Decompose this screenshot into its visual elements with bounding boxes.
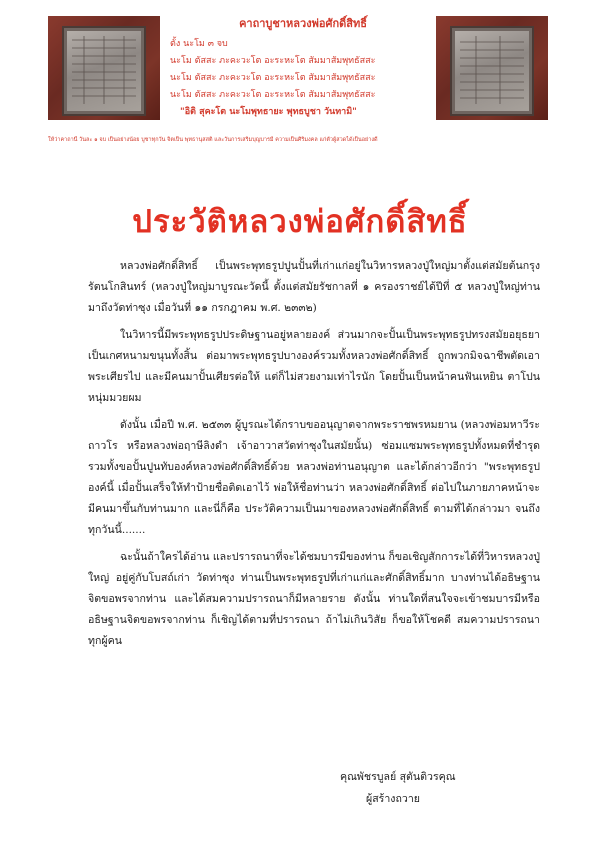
signature-role: ผู้สร้างถวาย	[366, 793, 421, 805]
katha-block	[170, 14, 432, 121]
paragraph-1: หลวงพ่อศักดิ์สิทธิ์ เป็นพระพุทธรูปปูนปั้นที่เก่าแก่อยู่ในวิหารหลวงปู่ใหญ่มาตั้งแต่สมัยต้นกรุงรัตนโกสินทร์ (หลวงปู่ใหญ่มาบูรณะวัดนี้ ตั้งแต่สมัยรัชกาลที่ ๑ ครองราชย์ได้ปีที่ ๕ หลวงปู่ใหญ่ท่านมาถึงวัดท่าซุง เมื่อวันที่ ๑๑ กรกฎาคม พ.ศ. ๒๓๓๒)	[88, 260, 540, 314]
signature-name: คุณพัชรบูลย์ สุตันติวรคุณ	[340, 771, 456, 783]
plaque-inscription-icon	[452, 28, 532, 114]
paragraph-2: ในวิหารนี้มีพระพุทธรูปประดิษฐานอยู่หลายองค์ ส่วนมากจะปั้นเป็นพระพุทธรูปทรงสมัยอยุธยา เป็นเกศหนามขนุนทั้งสิ้น ต่อมาพระพุทธรูปบางองค์รวมทั้งหลวงพ่อศักดิ์สิทธิ์ ถูกพวกมิจฉาชีพตัดเอาพระเศียรไป และมีคนมาปั้นเศียรต่อให้ แต่ก็ไม่สวยงามเท่าไรนัก โดยปั้นเป็นหน้าคนฟันเหยิน ตาโปน หนุ่มมวยผม	[88, 329, 540, 404]
history-body	[88, 256, 540, 658]
inscription-plaque-right	[450, 26, 534, 116]
paragraph-3: ดังนั้น เมื่อปี พ.ศ. ๒๕๓๓ ผู้บูรณะได้กราบขออนุญาตจากพระราชพรหมยาน (หลวงพ่อมหาวีระ ถาวโร หรือหลวงพ่อฤาษีลิงดำ เจ้าอาวาสวัดท่าซุงในสมัยนั้น) ซ่อมแซมพระพุทธรูปทั้งหมดที่ชำรุด รวมทั้งขอปั้นปูนทับองค์หลวงพ่อศักดิ์สิทธิ์ด้วย หลวงพ่อท่านอนุญาต และได้กล่าวอีกว่า "พระพุทธรูปองค์นี้ เมื่อปั้นเสร็จให้ทำป้ายชื่อติดเอาไว้ พ่อให้ชื่อท่านว่า หลวงพ่อศักดิ์สิทธิ์ ต่อไปในภายภาคหน้าจะมีคนมาขึ้นกับท่านมาก และนี่ก็คือ ประวัติความเป็นมาของหลวงพ่อศักดิ์สิทธิ์ ตามที่ได้กล่าวมา จนถึงทุกวันนี้.......	[88, 419, 540, 536]
katha-closing: "อิติ สุคะโต นะโมพุทธายะ พุทธบูชา วันทามิ"	[180, 107, 357, 117]
katha-verse-2: นะโม ตัสสะ ภะคะวะโต อะระหะโต สัมมาสัมพุทธัสสะ	[170, 73, 376, 83]
katha-caption: ให้ว่าคาถานี้ วันละ ๑ จบ เป็นอย่างน้อย บูชาทุกวัน จิตเป็น พุทธานุสสติ และวันการเสริมบุญบารมี ความเป็นศิริมงคล แก่ตัวผู้สวดได้เป็นอย่างดี	[48, 137, 378, 143]
plaque-photo-left	[48, 16, 160, 120]
plaque-inscription-icon	[64, 28, 144, 114]
plaque-photo-right	[436, 16, 548, 120]
inscription-plaque-left	[62, 26, 146, 116]
katha-intro: ตั้ง นะโม ๓ จบ	[170, 39, 228, 49]
paragraph-4: ฉะนั้นถ้าใครได้อ่าน และปรารถนาที่จะได้ชมบารมีของท่าน ก็ขอเชิญสักการะได้ที่วิหารหลวงปู่ใหญ่ อยู่คู่กับโบสถ์เก่า วัดท่าซุง ท่านเป็นพระพุทธรูปที่เก่าแก่และศักดิ์สิทธิ์มาก บางท่านได้อธิษฐานจิตขอพรจากท่าน และได้สมความปรารถนาก็มีหลายราย ดังนั้น ท่านใดที่สนใจจะเข้าชมบารมีหรืออธิษฐานจิตขอพรจากท่าน ก็เชิญได้ตามที่ปรารถนา ถ้าไม่เกินวิสัย ก็ขอให้โชคดี สมความปรารถนาทุกผู้คน	[88, 551, 540, 647]
page-title: ประวัติหลวงพ่อศักดิ์สิทธิ์	[132, 204, 468, 240]
katha-verse-1: นะโม ตัสสะ ภะคะวะโต อะระหะโต สัมมาสัมพุทธัสสะ	[170, 56, 376, 66]
katha-verse-3: นะโม ตัสสะ ภะคะวะโต อะระหะโต สัมมาสัมพุทธัสสะ	[170, 90, 376, 100]
katha-title: คาถาบูชาหลวงพ่อศักดิ์สิทธิ์	[239, 17, 367, 30]
